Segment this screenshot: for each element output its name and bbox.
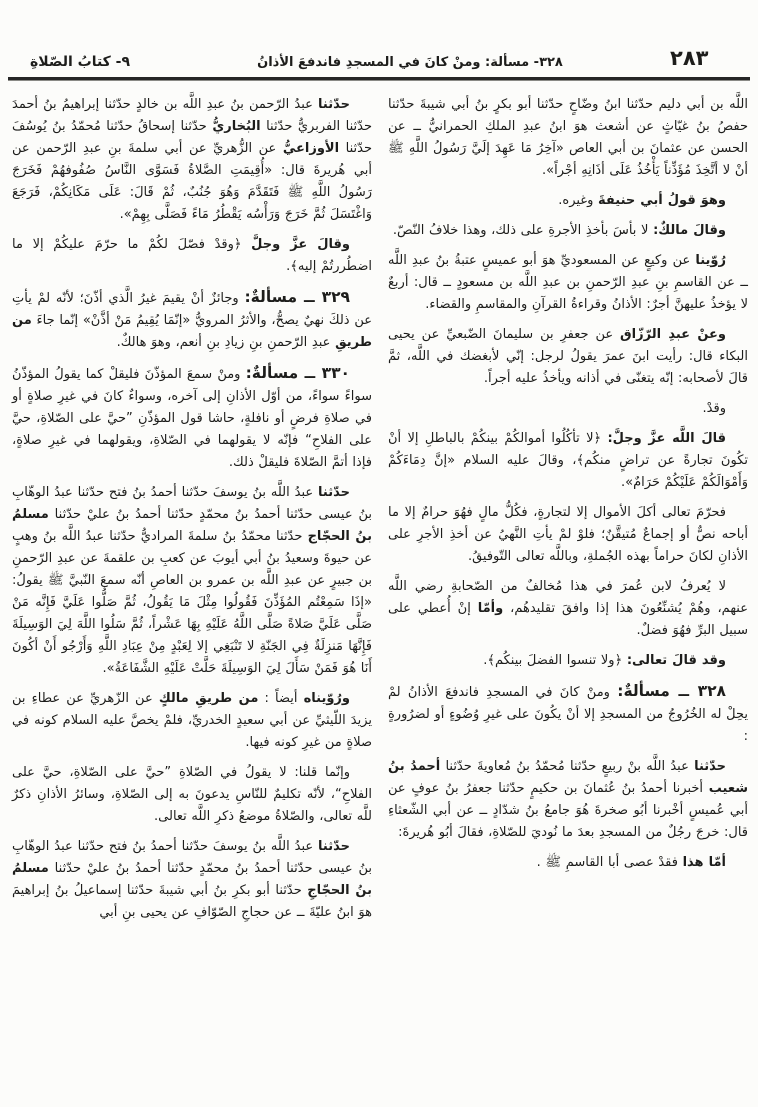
bold-text-segment: وقالَ مالكٌ: bbox=[653, 223, 726, 238]
left-column bbox=[12, 94, 372, 932]
bold-text-segment: أحمدُ بنُ شعيب bbox=[388, 759, 748, 796]
paragraph bbox=[388, 502, 748, 568]
paragraph bbox=[388, 852, 748, 874]
bold-text-segment: مسلمُ بنُ الحجّاج bbox=[12, 507, 372, 544]
text-segment: وجائزٌ أنْ يقيمَ غيرُ الَّذي أذّنَ؛ لأنّه لمْ يأتِ عن ذلكَ نهيٌ يصحُّ، والأثرُ المرويُّ «إنّمَا يُقِيمُ مَنْ أذَّنْ» إنّما جاءَ bbox=[12, 291, 372, 328]
text-segment: إنْ أُعطي على سبيل البرِّ فهُوَ فضلٌ. bbox=[388, 601, 748, 638]
paragraph bbox=[12, 688, 372, 754]
bold-text-segment: حدّثنا bbox=[318, 485, 350, 500]
text-segment: حدّثنا أبو بكرِ بنُ أبي شيبةَ حدّثنا إسماعيلُ بنُ إبراهيمَ هوَ ابنُ عليّةَ ــ عن حجاجِ الصّوّافِ عن يحيى بنِ أبي bbox=[12, 883, 372, 920]
paragraph bbox=[388, 250, 748, 316]
paragraph bbox=[12, 762, 372, 828]
bold-text-segment: حدّثنا bbox=[318, 839, 350, 854]
text-segment: ومنْ كانَ في المسجدِ فاندفعَ الأذانُ لمْ يحِلْ له الخُرُوجُ من المسجدِ إلا أنْ يكُونَ على غيرِ وُضُوءٍ أو لضرُورةٍ : bbox=[388, 685, 748, 744]
paragraph bbox=[12, 362, 372, 474]
bold-text-segment: من طريقِ bbox=[12, 313, 372, 350]
text-segment: وغيره. bbox=[558, 193, 599, 208]
paragraph bbox=[388, 680, 748, 748]
text-segment: عن الزّهريِّ عن عطاءِ بن يزيدَ اللّيثيِّ عن أبي سعيدٍ الخدريِّ، فلمْ يخصَّ عليه السلام كونه في صلاةٍ من غيرِ كونه فيها. bbox=[12, 691, 372, 750]
text-segment: وقدْ. bbox=[702, 401, 726, 416]
text-segment: عبدُ اللَّه بنُ يوسفَ حدّثنا أحمدُ بنُ فتح حدّثنا عبدُ الوهّابِ بنُ عيسى حدّثنا أحمدُ بنُ محمّدٍ حدّثنا أحمدُ بنُ عليْ حدّثنا bbox=[12, 839, 372, 876]
bold-text-segment: من طريقِ مالكٍ bbox=[158, 691, 259, 706]
running-section-title: ٣٢٨- مسألة: ومنْ كانَ في المسجدِ فاندفعَ الأذانُ bbox=[257, 55, 563, 70]
bold-text-segment: حدّثنا bbox=[318, 97, 350, 112]
page-number: ٢٨٣ bbox=[670, 46, 709, 70]
paragraph bbox=[388, 398, 748, 420]
bold-text-segment: قالَ اللَّه عزَّ وجلَّ: bbox=[607, 431, 727, 446]
text-segment: أيضاً : bbox=[258, 691, 304, 706]
text-segment: لا بأسَ بأخذِ الأجرةِ على ذلك، وهذا خلافُ النّصّ. bbox=[392, 223, 654, 238]
bold-text-segment: وأمّا bbox=[477, 601, 504, 616]
bold-text-segment: وقالَ عزَّ وجلَّ bbox=[251, 237, 350, 252]
paragraph bbox=[12, 234, 372, 278]
bold-text-segment: ورُوّيناه bbox=[303, 691, 350, 706]
text-columns bbox=[0, 81, 758, 932]
paragraph bbox=[388, 190, 748, 212]
paragraph bbox=[388, 324, 748, 390]
paragraph bbox=[388, 94, 748, 182]
bold-text-segment: البُخاريُّ bbox=[212, 119, 261, 134]
text-segment: فحرّمَ تعالى أكلَ الأموال إلا لتجارةٍ، فكُلُّ مالٍ فهُوَ حرامٌ إلا ما أباحه نصٌّ أو إجماعٌ مُتيقَّنٌ؛ فلوْ لمْ يأتِ النَّهيُ عن أخذِ الأجرِ على الأذانِ لكانَ حراماً بهذه الجُملةِ، وباللَّه تعالى التّوفيقُ. bbox=[388, 505, 748, 564]
text-segment: حدّثنا إسحاقُ حدّثنا مُحمّدُ بنُ يُوسُفَ حدّثنا bbox=[12, 119, 372, 156]
paragraph bbox=[388, 650, 748, 672]
page-header bbox=[0, 0, 758, 70]
text-segment: عبدُ الرّحمن بنُ عبدِ اللَّه بن خالدٍ حدّثنا إبراهيمُ بنُ أحمدَ حدّثنا الفربريُّ حدّثنا bbox=[12, 97, 372, 134]
bold-text-segment: حدّثنا bbox=[694, 759, 727, 774]
text-segment: عن الزُّهريِّ عن أبي سلمةَ بنِ عبدِ الرّحمن عن أبي هُريرةَ قال: «أُقِيمَتِ الصَّلاةُ فَسَوَّى النَّاسُ صُفُوفهُمْ فَخَرَجَ رَسُولُ اللَّهِ ﷺ فَتَقَدَّمَ وَهُوَ جُنُبٌ، ثُمْ قَالَ: عَلَى مَكَانِكُمْ، فَرَجَعَ وَاغْتَسَلَ ثُمَّ خَرَجَ وَرَأْسُه يَقْطُرُ مَاءً فَصَلَّى بِهِمْ». bbox=[12, 141, 372, 222]
bold-text-segment: وقد قالَ تعالى: bbox=[626, 653, 726, 668]
bold-text-segment: الأوزاعيُّ bbox=[282, 141, 340, 156]
bold-text-segment: وهوَ قولُ أبي حنيفةَ bbox=[598, 193, 726, 208]
text-segment: ﴿لا تأكُلُوا أموالكُمْ بينكُمْ بالباطلِ إلا أنْ تكُونَ تجارةً عن تراضٍ منكُم﴾، وقالَ عليه السلام «إنَّ دِمَاءَكُمْ وَأَمْوَالَكُمْ عَلَيْكُمْ حَرَامٌ». bbox=[388, 431, 748, 490]
text-segment: عبدُ اللَّه بنُ يوسفَ حدّثنا أحمدُ بنُ فتح حدّثنا عبدُ الوهّابِ بنُ عيسى حدّثنا أحمدُ بنُ محمّدٍ حدّثنا أحمدُ بنُ عليْ حدّثنا bbox=[12, 485, 372, 522]
text-segment: حدّثنا محمّدُ بنُ سلمةَ المراديُّ حدّثنا عبدُ اللَّه بنُ وهبٍ عن حيوةَ وسعيدُ بنُ أبي أيوبَ عن كعبِ بن علقمةَ عن عبدِ الرّحمنِ بن جبيرٍ عن عبدِ اللَّه بن عمرو بن العاصِ أنّه سمعَ النّبيَّ ﷺ يقولُ: «إذَا سَمِعْتُم المُؤَذِّنَ فَقُولُوا مِثْلَ مَا يَقُولُ، ثُمَّ صَلُّوا عَلَيَّ فَإِنَّه مَنْ صَلَّى عَلَيَّ صَلاةً صَلَّى اللَّهُ عَلَيْهِ بِهَا عَشْراً، ثُمَّ سَلُوا اللَّهَ لِيَ الوَسِيلَةَ فَإِنَّهَا مَنزِلَةٌ فِي الجَنّةِ لا تَنْبَغِي إلا لِعَبْدٍ مِنْ عِبَادِ اللَّهِ وَأَرْجُو أَنْ أكُونَ أَنَا هُوَ فَمَنْ سَأَلَ لِيَ الوَسِيلَةَ حَلَّتْ عَلَيْهِ الشَّفَاعَةُ». bbox=[12, 529, 372, 676]
text-segment: عن جعفرِ بن سليمانَ الضّبعيِّ عن يحيى البكاء قال: رأيت ابنَ عمرَ يقولُ لرجل: إنّي لأبغضك في اللَّه، ثمَّ قالَ لأصحابه: إنّه يتغنّى في أذانه ويأخذُ عليه أجراً. bbox=[388, 327, 748, 386]
text-segment: عبدُ اللَّه بنْ ربيعٍ حدّثنا مُحمّدُ بنُ مُعاويةَ حدّثنا bbox=[440, 759, 695, 774]
text-segment: اللَّه بن أبي دليم حدّثنا ابنُ وضّاحٍ حدّثنا أبو بكرٍ بنُ أبي شيبةَ حدّثنا حفصُ بنُ غيّاثٍ عن أشعث هوَ ابنُ عبدِ الملكِ الحمرانيُّ ــ عن الحسن عن عثمانَ بن أبي العاص «آخِرُ مَا عَهِدَ إلَيَّ رَسُولُ اللَّهِ ﷺ أنْ لا أتَّخِذَ مُؤَذِّناً يَأْخُذُ عَلَى أذَانِهِ أجْراً». bbox=[388, 97, 748, 178]
text-segment: فقدْ عصى أبا القاسمِ ﷺ . bbox=[536, 855, 683, 870]
paragraph bbox=[12, 836, 372, 924]
bold-text-segment: رُوّينا bbox=[695, 253, 726, 268]
bold-text-segment: وعنْ عبدِ الرّزّاق bbox=[620, 327, 726, 342]
paragraph bbox=[12, 94, 372, 226]
paragraph bbox=[388, 220, 748, 242]
paragraph bbox=[388, 576, 748, 642]
text-segment: عن وكيعٍ عن المسعوديِّ هوَ أبو عميسٍ عتبةُ بنُ عبدِ اللَّه ــ عن القاسمِ بنِ عبدِ الرّحمنِ بن عبدِ اللَّه بن مسعودٍ ــ قال: أربعٌ لا يؤخذُ عليهنَّ أجرٌ: الأذانُ وقراءةُ القرآنِ والمقاسمِ والقضاء. bbox=[388, 253, 748, 312]
bold-text-segment: مسلمُ بنُ الحجّاجِ bbox=[12, 861, 373, 898]
text-segment: أخبرنا أحمدُ بنُ عُثمانَ بن حكيمٍ حدّثنا جعفرُ بنُ عوفٍ عن أبي عُميسٍ أخْبرنا أبُو صخرةَ هُوَ جامعُ بنُ شدّادٍ ــ عن أبي الشّعثاءِ قال: خرجَ رجُلٌ من المسجدِ بعدَ ما نُوديَ للصّلاةِ، فقالَ أبُو هُريرةَ: bbox=[388, 781, 748, 840]
text-segment: ومنْ سمعَ المؤذّنَ فليقلْ كما يقولُ المؤذّنُ سواءً سواءً، من أوّل الأذانِ إلى آخره، وسواءٌ كانَ في غيرِ صلاةٍ أو في صلاةِ فرضٍ أو نافلةٍ، حاشا قول المؤذّنِ ”حيَّ على الصّلاةِ، حيَّ على الفلاحِ“ فإنّه لا يقولهما في الصّلاةِ، ويقولهما في غيرِ صلاةٍ، فإذا أتمَّ الصّلاةَ فليقلْ ذلك. bbox=[12, 367, 372, 470]
bold-text-segment: ٣٢٩ ــ مسألةٌ: bbox=[244, 288, 350, 306]
text-segment: ﴿وقدْ فصّلَ لكُمْ ما حرّمَ عليكُمْ إلا ما اضطُررتُمْ إليه﴾. bbox=[12, 237, 372, 274]
right-column bbox=[388, 94, 748, 932]
paragraph bbox=[388, 756, 748, 844]
text-segment: عبدِ الرّحمنِ بنِ زيادِ بنِ أنعم، وهوَ هالكٌ. bbox=[116, 335, 336, 350]
text-segment: وإنّما قلنا: لا يقولُ في الصّلاةِ ”حيَّ على الصّلاةِ، حيَّ على الفلاحِ“، لأنّه تكليمٌ للنّاسِ يدعونَ به إلى الصّلاةِ، وسائرُ الأذانِ ذكرٌ للَّه تعالى، والصّلاةُ موضعُ ذكرِ اللَّه تعالى. bbox=[12, 765, 372, 824]
text-segment: لا يُعرفُ لابن عُمرَ في هذا مُخالفٌ من الصّحابةِ رضي اللَّه عنهم، وهُمْ يُشنِّعُونَ هذا إذا وافقَ تقليدهُم، bbox=[388, 579, 748, 616]
paragraph bbox=[388, 428, 748, 494]
text-segment: ﴿ولا تنسوا الفضلَ بينكُم﴾. bbox=[483, 653, 627, 668]
book-title: ٩- كتابُ الصّلاةِ bbox=[30, 54, 131, 70]
bold-text-segment: ٣٢٨ ــ مسألةٌ: bbox=[617, 682, 726, 700]
paragraph bbox=[12, 482, 372, 680]
bold-text-segment: ٣٣٠ ــ مسألةٌ: bbox=[245, 364, 350, 382]
bold-text-segment: أمّا هذا bbox=[682, 855, 726, 870]
paragraph bbox=[12, 286, 372, 354]
